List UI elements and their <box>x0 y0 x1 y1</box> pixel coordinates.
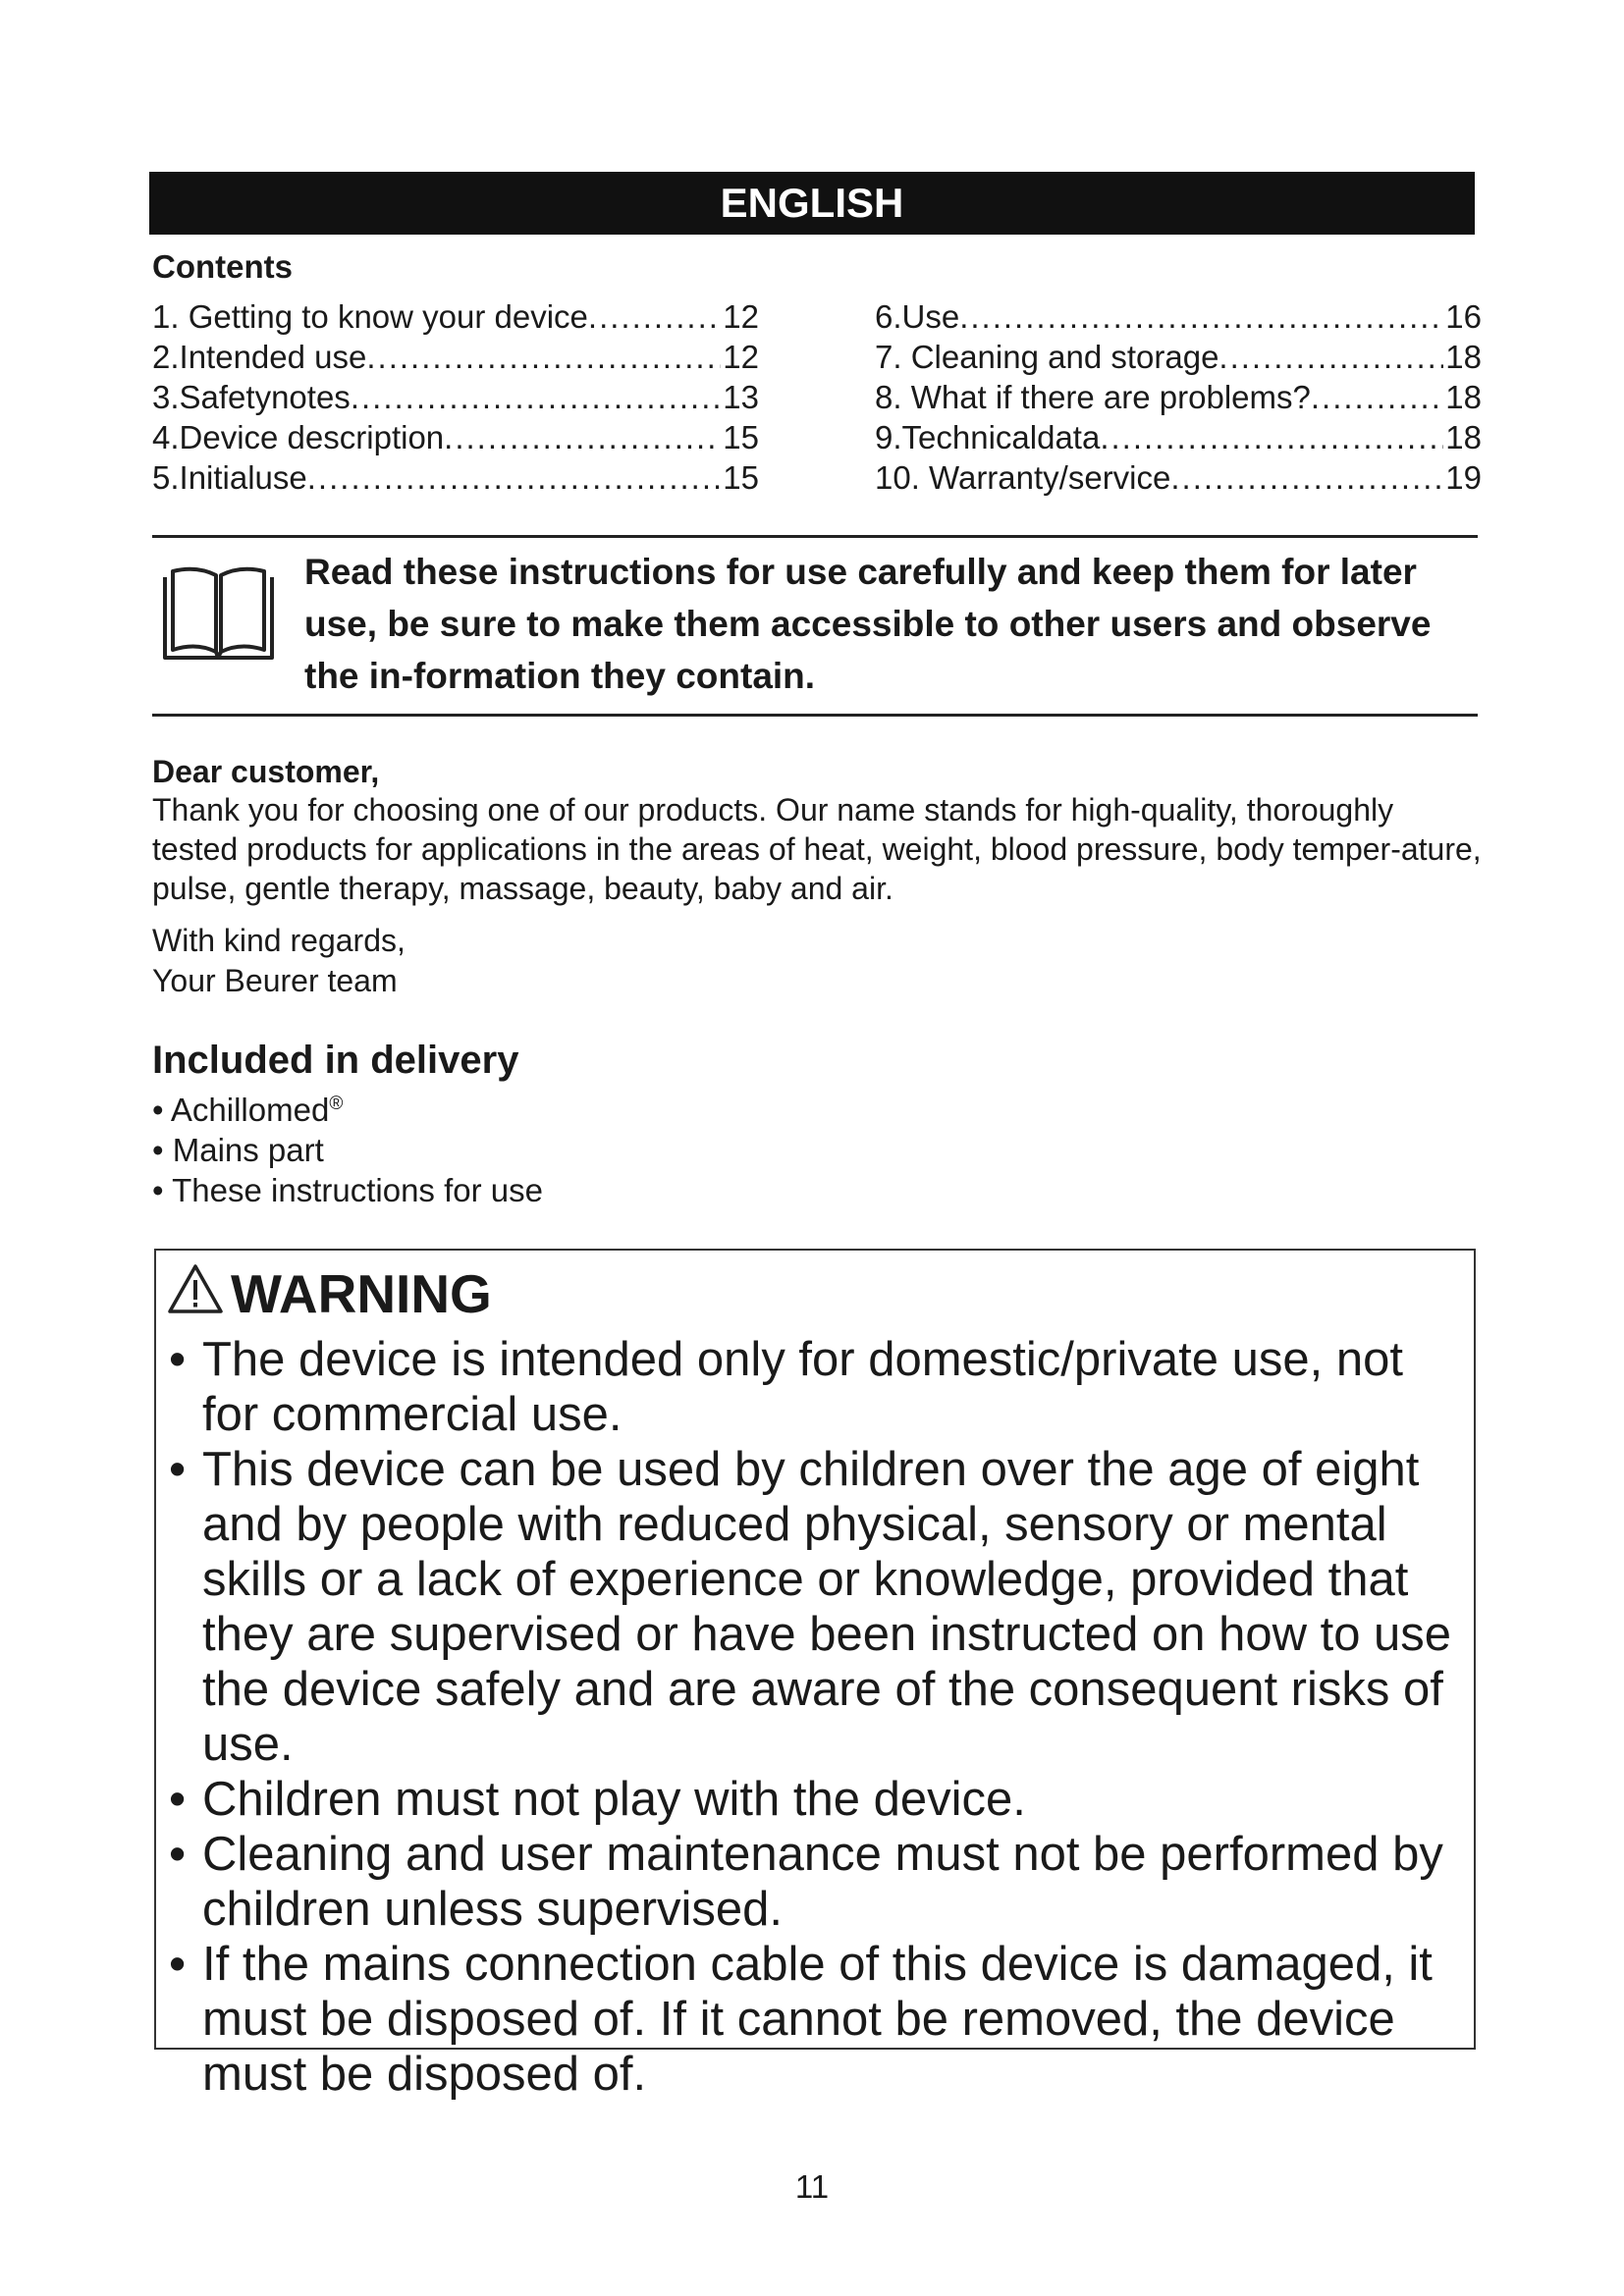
delivery-list <box>152 1090 543 1210</box>
toc-entry-page: 15 <box>723 419 759 455</box>
toc-entry[interactable] <box>875 337 1482 377</box>
divider-bottom <box>152 714 1478 717</box>
toc-entry-page: 18 <box>1445 379 1482 415</box>
toc-entry-page: 16 <box>1445 298 1482 335</box>
toc-leader-dots <box>366 337 721 377</box>
warning-triangle-icon <box>167 1263 224 1314</box>
toc-entry-page: 19 <box>1445 459 1482 496</box>
toc-entry[interactable] <box>152 377 759 417</box>
toc-entry[interactable] <box>875 417 1482 457</box>
warning-text: If the mains connection cable of this device is damaged, it must be disposed of. If it cannot be removed, the device must be disposed of. <box>202 1938 1433 2101</box>
toc-entry[interactable] <box>152 337 759 377</box>
warning-text: The device is intended only for domestic/private use, not for commercial use. <box>202 1333 1403 1441</box>
toc-leader-dots <box>444 417 721 457</box>
toc-left-column <box>152 296 759 498</box>
delivery-item-text: Achillomed <box>170 1092 330 1128</box>
toc-entry-page: 18 <box>1445 339 1482 375</box>
toc-entry-label: 6.Use <box>875 298 960 335</box>
toc-entry-label: 4.Device description <box>152 419 445 455</box>
toc-right-column <box>875 296 1482 498</box>
page-number: 11 <box>794 2168 830 2205</box>
list-item: • Mains part <box>152 1132 324 1168</box>
delivery-item-text: Mains part <box>172 1132 324 1168</box>
book-icon <box>157 563 280 666</box>
language-banner: ENGLISH <box>149 172 1475 235</box>
toc-entry-label: 2.Intended use <box>152 339 367 375</box>
toc-entry-page: 15 <box>723 459 759 496</box>
toc-entry-label: 7. Cleaning and storage <box>875 339 1219 375</box>
toc-leader-dots <box>1100 417 1443 457</box>
registered-mark: ® <box>329 1094 344 1114</box>
toc-entry[interactable] <box>875 296 1482 337</box>
toc-entry-page: 13 <box>723 379 759 415</box>
delivery-item-text: These instructions for use <box>172 1172 543 1208</box>
toc-entry[interactable] <box>152 417 759 457</box>
toc-leader-dots <box>959 296 1443 337</box>
read-instructions-notice: Read these instructions for use carefully and keep them for later use, be sure to make them accessible to other users and observe the in-formation they contain. <box>304 552 1432 696</box>
regards-signature: Your Beurer team <box>152 963 398 998</box>
toc-leader-dots <box>1311 377 1443 417</box>
toc-leader-dots <box>351 377 721 417</box>
list-item: • The device is intended only for domestic/private use, not for commercial use. <box>169 1332 1465 1442</box>
toc-entry[interactable] <box>875 457 1482 498</box>
regards-line: With kind regards, <box>152 923 406 958</box>
list-item: • These instructions for use <box>152 1172 543 1208</box>
toc-entry-label: 8. What if there are problems? <box>875 379 1311 415</box>
list-item: • This device can be used by children over the age of eight and by people with reduced physical, sensory or mental skills or a lack of experience or knowledge, provided that they are supervised or have been instructed on how to use the device safely and are aware of the consequent risks of use. <box>169 1442 1465 1772</box>
list-item: • Achillomed® <box>152 1092 344 1128</box>
contents-heading: Contents <box>152 248 293 285</box>
divider-top <box>152 535 1478 538</box>
toc-entry-label: 9.Technicaldata <box>875 419 1101 455</box>
greeting-title: Dear customer, <box>152 754 380 789</box>
toc-leader-dots <box>307 457 722 498</box>
toc-entry-page: 12 <box>723 298 759 335</box>
toc-entry-label: 1. Getting to know your device <box>152 298 588 335</box>
toc-entry[interactable] <box>875 377 1482 417</box>
greeting-regards <box>152 921 406 1001</box>
warning-text: This device can be used by children over the age of eight and by people with reduced physical, sensory or mental skills or a lack of experience or knowledge, provided that they are supervised or have been instructed on how to use the device safely and are aware of the consequent risks of use. <box>202 1443 1452 1771</box>
list-item: • If the mains connection cable of this device is damaged, it must be disposed of. If it cannot be removed, the device must be disposed of. <box>169 1937 1465 2102</box>
toc-leader-dots <box>1218 337 1443 377</box>
list-item: • Cleaning and user maintenance must not be performed by children unless supervised. <box>169 1827 1465 1937</box>
delivery-heading: Included in delivery <box>152 1039 519 1082</box>
toc-entry-label: 3.Safetynotes <box>152 379 351 415</box>
toc-entry-label: 10. Warranty/service <box>875 459 1171 496</box>
toc-entry[interactable] <box>152 296 759 337</box>
list-item: • Children must not play with the device. <box>169 1772 1465 1827</box>
warning-text: Cleaning and user maintenance must not be performed by children unless supervised. <box>202 1828 1443 1936</box>
warning-list <box>169 1332 1465 2102</box>
toc-entry-label: 5.Initialuse <box>152 459 307 496</box>
toc-entry-page: 18 <box>1445 419 1482 455</box>
toc-leader-dots <box>1170 457 1443 498</box>
warning-title: WARNING <box>231 1263 492 1324</box>
greeting-body: Thank you for choosing one of our products. Our name stands for high-quality, thoroughly tested products for applications in the areas of heat, weight, blood pressure, body temper-ature, pulse, gentle therapy, massage, beauty, baby and air. <box>152 792 1482 906</box>
warning-text: Children must not play with the device. <box>202 1773 1026 1826</box>
toc-entry-page: 12 <box>723 339 759 375</box>
toc-entry[interactable] <box>152 457 759 498</box>
toc-leader-dots <box>588 296 721 337</box>
